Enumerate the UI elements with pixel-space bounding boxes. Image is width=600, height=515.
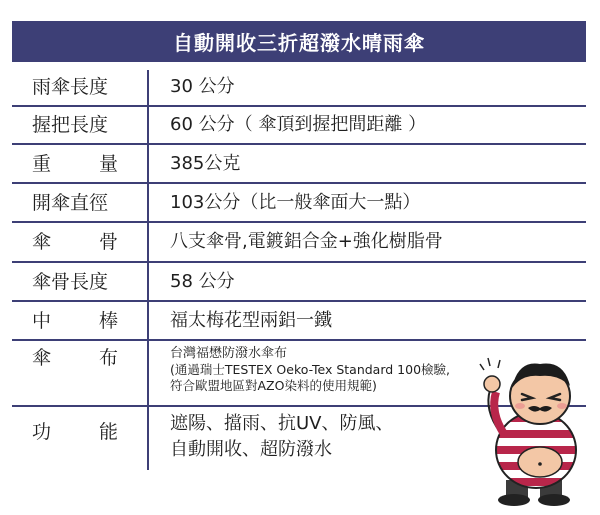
spec-label: 開傘直徑: [32, 192, 109, 214]
spec-label-char: 棒: [98, 310, 118, 332]
spec-label: [32, 231, 118, 253]
spec-label-char: 傘: [32, 347, 52, 369]
spec-title: 自動開收三折超潑水晴雨傘: [12, 21, 586, 62]
fabric-note-line-2: 符合歐盟地區對AZO染料的使用規範): [170, 378, 377, 393]
spec-row-open-diameter: [12, 184, 586, 223]
spec-row-ribs: [12, 223, 586, 263]
spec-label-char: 能: [98, 421, 118, 443]
spec-label: [32, 347, 118, 369]
spec-value: [170, 345, 450, 394]
spec-value: 福太梅花型兩鋁一鐵: [170, 310, 332, 331]
spec-label: 雨傘長度: [32, 76, 109, 98]
spec-value: [170, 411, 394, 463]
spec-row-handle-length: [12, 107, 586, 145]
features-line-2: 自動開收、超防潑水: [170, 439, 332, 460]
spec-label-char: 傘: [32, 231, 52, 253]
spec-label-char: 量: [98, 153, 118, 175]
spec-label: [32, 310, 118, 332]
spec-row-shaft: [12, 302, 586, 341]
fabric-note-line-1: (通過瑞士TESTEX Oeko-Tex Standard 100檢驗,: [170, 362, 451, 377]
features-line-1: 遮陽、擋雨、抗UV、防風、: [170, 413, 394, 434]
spec-label: [32, 421, 118, 443]
spec-value: 八支傘骨,電鍍鋁合金+強化樹脂骨: [170, 231, 443, 252]
spec-label: 握把長度: [32, 114, 109, 136]
spec-value: 103公分（比一般傘面大一點）: [170, 192, 421, 213]
spec-value: 58 公分: [170, 271, 235, 292]
spec-label-char: 布: [98, 347, 118, 369]
spec-label-char: 功: [32, 421, 52, 443]
spec-label-char: 重: [32, 153, 52, 175]
spec-label-char: 中: [32, 310, 52, 332]
fabric-name: 台灣福懋防潑水傘布: [170, 346, 288, 361]
spec-value: 30 公分: [170, 76, 235, 97]
spec-label-char: 骨: [98, 231, 118, 253]
spec-row-umbrella-length: [12, 70, 586, 107]
spec-row-rib-length: [12, 263, 586, 302]
spec-value: 385公克: [170, 153, 241, 174]
spec-value: 60 公分（ 傘頂到握把間距離 ）: [170, 114, 427, 135]
spec-label: 傘骨長度: [32, 271, 109, 293]
spec-label: [32, 153, 118, 175]
cartoon-man-striped-shirt-icon: [478, 340, 598, 510]
spec-row-weight: [12, 145, 586, 184]
